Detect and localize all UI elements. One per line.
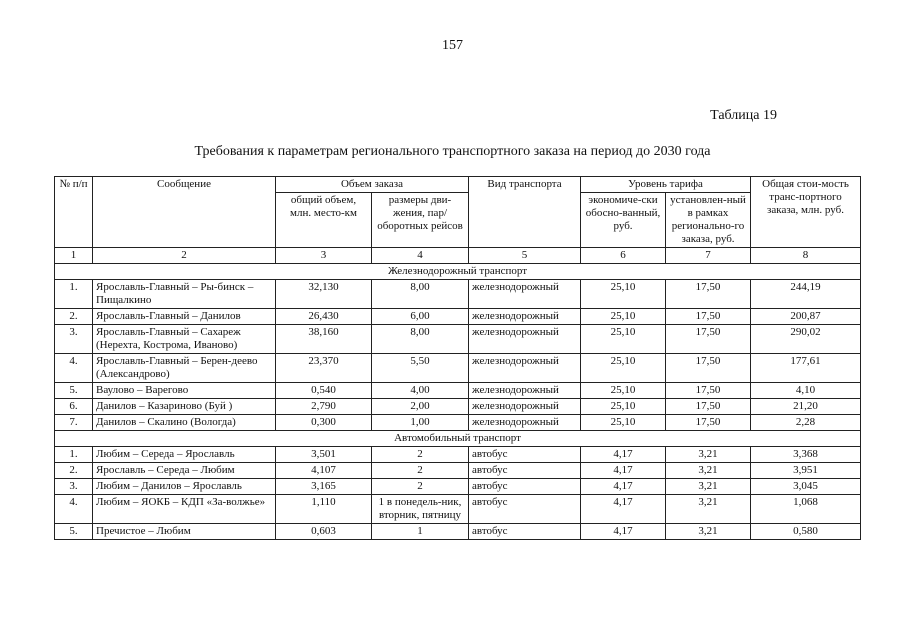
row-number: 4. (55, 495, 93, 524)
transport-type: железнодорожный (469, 280, 581, 309)
cost-value: 3,951 (751, 463, 861, 479)
tariff-set-value: 17,50 (666, 309, 751, 325)
column-number: 6 (581, 248, 666, 264)
volume-value: 1,110 (276, 495, 372, 524)
table-header (55, 177, 861, 248)
transport-type: автобус (469, 524, 581, 540)
tariff-set-value: 3,21 (666, 524, 751, 540)
size-value: 1 (372, 524, 469, 540)
tariff-econ-value: 4,17 (581, 524, 666, 540)
section-title: Железнодорожный транспорт (55, 264, 861, 280)
cost-value: 200,87 (751, 309, 861, 325)
size-value: 1,00 (372, 415, 469, 431)
size-value: 1 в понедель-ник, вторник, пятницу (372, 495, 469, 524)
tariff-econ-value: 25,10 (581, 399, 666, 415)
column-number: 2 (93, 248, 276, 264)
table-row (55, 463, 861, 479)
column-number: 7 (666, 248, 751, 264)
table-row (55, 479, 861, 495)
table-row (55, 399, 861, 415)
table-body (55, 248, 861, 540)
section-row (55, 264, 861, 280)
tariff-set-value: 3,21 (666, 479, 751, 495)
route-name: Ярославль – Середа – Любим (93, 463, 276, 479)
table-row (55, 325, 861, 354)
row-number: 7. (55, 415, 93, 431)
row-number: 3. (55, 479, 93, 495)
tariff-econ-value: 25,10 (581, 325, 666, 354)
transport-type: автобус (469, 463, 581, 479)
tariff-set-value: 17,50 (666, 354, 751, 383)
row-number: 5. (55, 383, 93, 399)
tariff-set-value: 3,21 (666, 463, 751, 479)
cost-value: 0,580 (751, 524, 861, 540)
table-row (55, 354, 861, 383)
size-value: 2,00 (372, 399, 469, 415)
route-name: Любим – ЯОКБ – КДП «За-волжье» (93, 495, 276, 524)
row-number: 4. (55, 354, 93, 383)
transport-type: железнодорожный (469, 325, 581, 354)
tariff-set-value: 17,50 (666, 415, 751, 431)
row-number: 1. (55, 447, 93, 463)
cost-value: 4,10 (751, 383, 861, 399)
route-name: Данилов – Казариново (Буй ) (93, 399, 276, 415)
tariff-econ-value: 4,17 (581, 463, 666, 479)
tariff-econ-value: 25,10 (581, 415, 666, 431)
route-name: Ярославль-Главный – Данилов (93, 309, 276, 325)
header-tariff-group: Уровень тарифа (581, 177, 751, 193)
table-row (55, 415, 861, 431)
table-row (55, 495, 861, 524)
row-number: 3. (55, 325, 93, 354)
volume-value: 2,790 (276, 399, 372, 415)
column-number-row (55, 248, 861, 264)
transport-type: железнодорожный (469, 383, 581, 399)
cost-value: 290,02 (751, 325, 861, 354)
tariff-econ-value: 25,10 (581, 280, 666, 309)
transport-type: железнодорожный (469, 399, 581, 415)
row-number: 2. (55, 463, 93, 479)
transport-type: железнодорожный (469, 415, 581, 431)
tariff-set-value: 17,50 (666, 280, 751, 309)
cost-value: 3,368 (751, 447, 861, 463)
size-value: 4,00 (372, 383, 469, 399)
transport-order-table (54, 176, 861, 540)
header-number: № п/п (55, 177, 93, 248)
cost-value: 1,068 (751, 495, 861, 524)
table-row (55, 309, 861, 325)
tariff-econ-value: 25,10 (581, 354, 666, 383)
tariff-set-value: 17,50 (666, 383, 751, 399)
route-name: Ярославль-Главный – Берен-деево (Александрово) (93, 354, 276, 383)
size-value: 6,00 (372, 309, 469, 325)
tariff-econ-value: 25,10 (581, 309, 666, 325)
volume-value: 38,160 (276, 325, 372, 354)
tariff-set-value: 3,21 (666, 447, 751, 463)
tariff-set-value: 17,50 (666, 325, 751, 354)
transport-type: железнодорожный (469, 309, 581, 325)
section-row (55, 431, 861, 447)
row-number: 6. (55, 399, 93, 415)
row-number: 1. (55, 280, 93, 309)
size-value: 2 (372, 463, 469, 479)
header-volume-size: размеры дви-жения, пар/оборотных рейсов (372, 193, 469, 248)
column-number: 3 (276, 248, 372, 264)
table-row (55, 280, 861, 309)
tariff-econ-value: 4,17 (581, 479, 666, 495)
cost-value: 2,28 (751, 415, 861, 431)
volume-value: 3,165 (276, 479, 372, 495)
route-name: Данилов – Скалино (Вологда) (93, 415, 276, 431)
route-name: Пречистое – Любим (93, 524, 276, 540)
column-number: 1 (55, 248, 93, 264)
page-number: 157 (442, 38, 463, 53)
tariff-set-value: 3,21 (666, 495, 751, 524)
volume-value: 23,370 (276, 354, 372, 383)
row-number: 2. (55, 309, 93, 325)
route-name: Любим – Середа – Ярославль (93, 447, 276, 463)
volume-value: 26,430 (276, 309, 372, 325)
volume-value: 4,107 (276, 463, 372, 479)
route-name: Ярославль-Главный – Сахареж (Нерехта, Кострома, Иваново) (93, 325, 276, 354)
header-transport: Вид транспорта (469, 177, 581, 248)
table-row (55, 447, 861, 463)
size-value: 5,50 (372, 354, 469, 383)
route-name: Ярославль-Главный – Ры-бинск – Пищалкино (93, 280, 276, 309)
header-volume-group: Объем заказа (276, 177, 469, 193)
volume-value: 0,603 (276, 524, 372, 540)
cost-value: 177,61 (751, 354, 861, 383)
section-title: Автомобильный транспорт (55, 431, 861, 447)
header-tariff-econ: экономиче-ски обосно-ванный, руб. (581, 193, 666, 248)
header-tariff-set: установлен-ный в рамках регионально-го заказа, руб. (666, 193, 751, 248)
document-title: Требования к параметрам регионального транспортного заказа на период до 2030 года (194, 144, 711, 159)
size-value: 8,00 (372, 280, 469, 309)
row-number: 5. (55, 524, 93, 540)
tariff-econ-value: 4,17 (581, 447, 666, 463)
cost-value: 21,20 (751, 399, 861, 415)
transport-type: автобус (469, 495, 581, 524)
header-cost: Общая стои-мость транс-портного заказа, млн. руб. (751, 177, 861, 248)
transport-type: автобус (469, 479, 581, 495)
size-value: 2 (372, 479, 469, 495)
column-number: 4 (372, 248, 469, 264)
table-row (55, 383, 861, 399)
header-volume-total: общий объем, млн. место-км (276, 193, 372, 248)
volume-value: 0,300 (276, 415, 372, 431)
tariff-set-value: 17,50 (666, 399, 751, 415)
table-label: Таблица 19 (710, 108, 777, 123)
tariff-econ-value: 25,10 (581, 383, 666, 399)
size-value: 8,00 (372, 325, 469, 354)
route-name: Ваулово – Варегово (93, 383, 276, 399)
transport-type: автобус (469, 447, 581, 463)
column-number: 5 (469, 248, 581, 264)
header-route: Сообщение (93, 177, 276, 248)
volume-value: 32,130 (276, 280, 372, 309)
tariff-econ-value: 4,17 (581, 495, 666, 524)
size-value: 2 (372, 447, 469, 463)
table-row (55, 524, 861, 540)
transport-type: железнодорожный (469, 354, 581, 383)
volume-value: 0,540 (276, 383, 372, 399)
cost-value: 3,045 (751, 479, 861, 495)
column-number: 8 (751, 248, 861, 264)
volume-value: 3,501 (276, 447, 372, 463)
cost-value: 244,19 (751, 280, 861, 309)
route-name: Любим – Данилов – Ярославль (93, 479, 276, 495)
